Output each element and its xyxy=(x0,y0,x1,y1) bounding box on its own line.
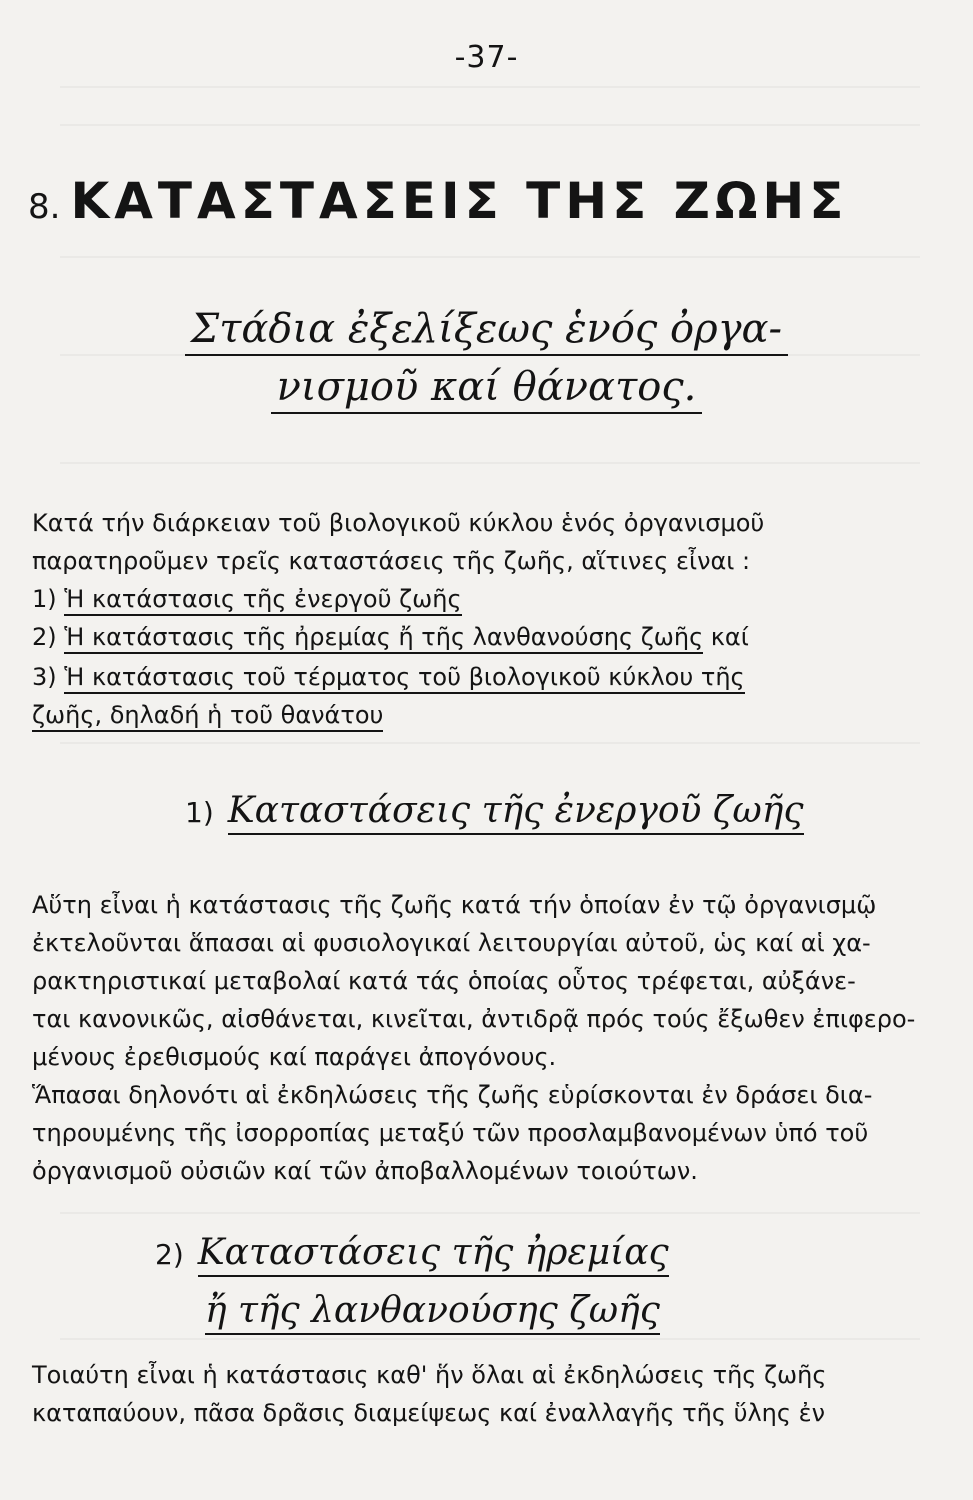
list-item-1-number: 1) xyxy=(32,585,57,613)
list-item-3-text-line-2: ζωῆς, δηλαδή ἡ τοῦ θανάτου xyxy=(32,701,383,732)
section-2-title-line-2: ἤ τῆς λανθανούσης ζωῆς xyxy=(205,1290,660,1335)
section-2-heading-continued xyxy=(205,1290,660,1331)
list-item-2 xyxy=(32,622,932,652)
section-2-line: Τοιαύτη εἶναι ἡ κατάστασις καθ' ἥν ὅλαι αἱ ἐκδηλώσεις τῆς ζωῆς xyxy=(32,1361,827,1389)
bleed-through-mark xyxy=(60,462,920,464)
chapter-number: 8. xyxy=(28,187,61,227)
subtitle-line-1-text: Στάδια ἐξελίξεως ἑνός ὀργα- xyxy=(185,306,788,356)
list-item-3 xyxy=(32,662,932,692)
list-item-2-text: Ἡ κατάστασις τῆς ἠρεμίας ἤ τῆς λανθανούσης ζωῆς xyxy=(64,623,703,654)
subtitle-line-2-text: νισμοῦ καί θάνατος. xyxy=(271,364,703,414)
section-1-line: ἐκτελοῦνται ἅπασαι αἱ φυσιολογικαί λειτουργίαι αὐτοῦ, ὡς καί αἱ χα- xyxy=(32,929,871,957)
list-item-1 xyxy=(32,584,932,614)
section-2-title-line-1: Καταστάσεις τῆς ἠρεμίας xyxy=(198,1232,669,1277)
bleed-through-mark xyxy=(60,86,920,88)
list-item-3-continued xyxy=(32,700,932,730)
intro-line-2: παρατηροῦμεν τρεῖς καταστάσεις τῆς ζωῆς, αἵτινες εἶναι : xyxy=(32,547,751,575)
bleed-through-mark xyxy=(60,742,920,744)
section-1-title: Καταστάσεις τῆς ἐνεργοῦ ζωῆς xyxy=(228,790,804,835)
list-item-3-text-line-1: Ἡ κατάστασις τοῦ τέρματος τοῦ βιολογικοῦ κύκλου τῆς xyxy=(64,663,744,694)
bleed-through-mark xyxy=(60,1212,920,1214)
section-1-line: Αὕτη εἶναι ἡ κατάστασις τῆς ζωῆς κατά τήν ὁποίαν ἐν τῷ ὀργανισμῷ xyxy=(32,891,877,919)
section-1-line: Ἅπασαι δηλονότι αἱ ἐκδηλώσεις τῆς ζωῆς εὑρίσκονται ἐν δράσει δια- xyxy=(32,1081,873,1109)
section-2-number: 2) xyxy=(155,1238,184,1271)
bleed-through-mark xyxy=(60,124,920,126)
section-2-line: καταπαύουν, πᾶσα δρᾶσις διαμείψεως καί ἐναλλαγῆς τῆς ὕλης ἐν xyxy=(32,1399,825,1427)
section-1-number: 1) xyxy=(185,796,214,829)
section-1-line: ὀργανισμοῦ οὐσιῶν καί τῶν ἀποβαλλομένων τοιούτων. xyxy=(32,1157,698,1185)
list-item-1-text: Ἡ κατάστασις τῆς ἐνεργοῦ ζωῆς xyxy=(64,585,461,616)
section-1-line: ται κανονικῶς, αἰσθάνεται, κινεῖται, ἀντιδρᾷ πρός τούς ἔξωθεν ἐπιφερο- xyxy=(32,1005,916,1033)
section-1-line: ρακτηριστικαί μεταβολαί κατά τάς ὁποίας οὗτος τρέφεται, αὐξάνε- xyxy=(32,967,856,995)
chapter-title-text: ΚΑΤΑΣΤΑΣΕΙΣ ΤΗΣ ΖΩΗΣ xyxy=(70,172,849,230)
section-1-line: τηρουμένης τῆς ἰσορροπίας μεταξύ τῶν προσλαμβανομένων ὑπό τοῦ xyxy=(32,1119,869,1147)
subtitle-line-2 xyxy=(0,364,973,410)
page-number: -37- xyxy=(454,40,519,75)
bleed-through-mark xyxy=(60,256,920,258)
section-2-heading xyxy=(155,1232,669,1273)
section-1-heading xyxy=(185,790,804,831)
section-1-line: μένους ἐρεθισμούς καί παράγει ἀπογόνους. xyxy=(32,1043,557,1071)
subtitle-line-1 xyxy=(0,306,973,352)
list-item-2-tail: καί xyxy=(703,623,749,651)
list-item-2-number: 2) xyxy=(32,623,57,651)
bleed-through-mark xyxy=(60,1338,920,1340)
chapter-title xyxy=(28,172,948,230)
list-item-3-number: 3) xyxy=(32,663,57,691)
intro-line-1: Κατά τήν διάρκειαν τοῦ βιολογικοῦ κύκλου ἑνός ὀργανισμοῦ xyxy=(32,509,765,537)
